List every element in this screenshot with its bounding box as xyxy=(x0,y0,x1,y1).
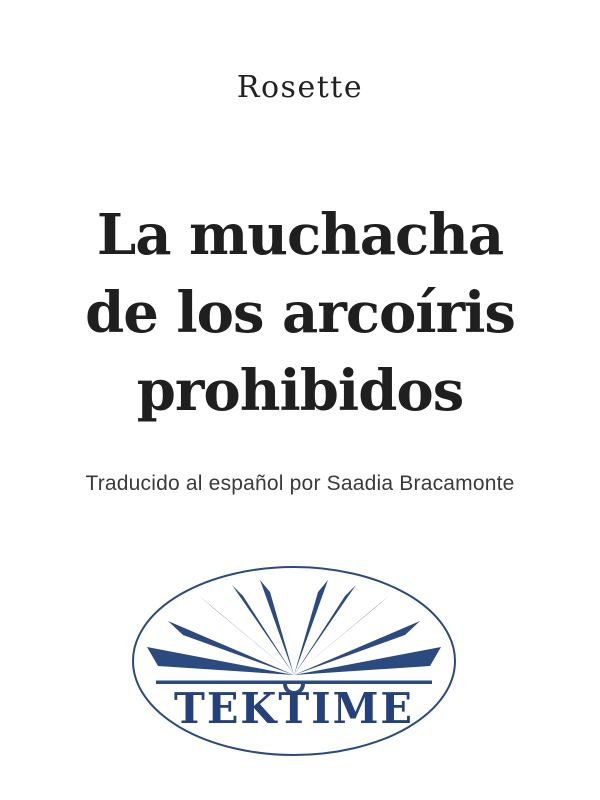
title-line-1: La muchacha xyxy=(96,202,504,268)
open-book-fan-icon xyxy=(147,580,441,675)
publisher-logo xyxy=(131,565,457,757)
title-line-2: de los arcoíris xyxy=(85,280,515,346)
title-line-3: prohibidos xyxy=(136,358,464,424)
logo-wordmark: TEKTIME xyxy=(174,684,414,733)
author-name: Rosette xyxy=(236,70,364,105)
translation-credit: Traducido al español por Saadia Bracamonte xyxy=(85,472,515,495)
book-title xyxy=(0,196,600,430)
